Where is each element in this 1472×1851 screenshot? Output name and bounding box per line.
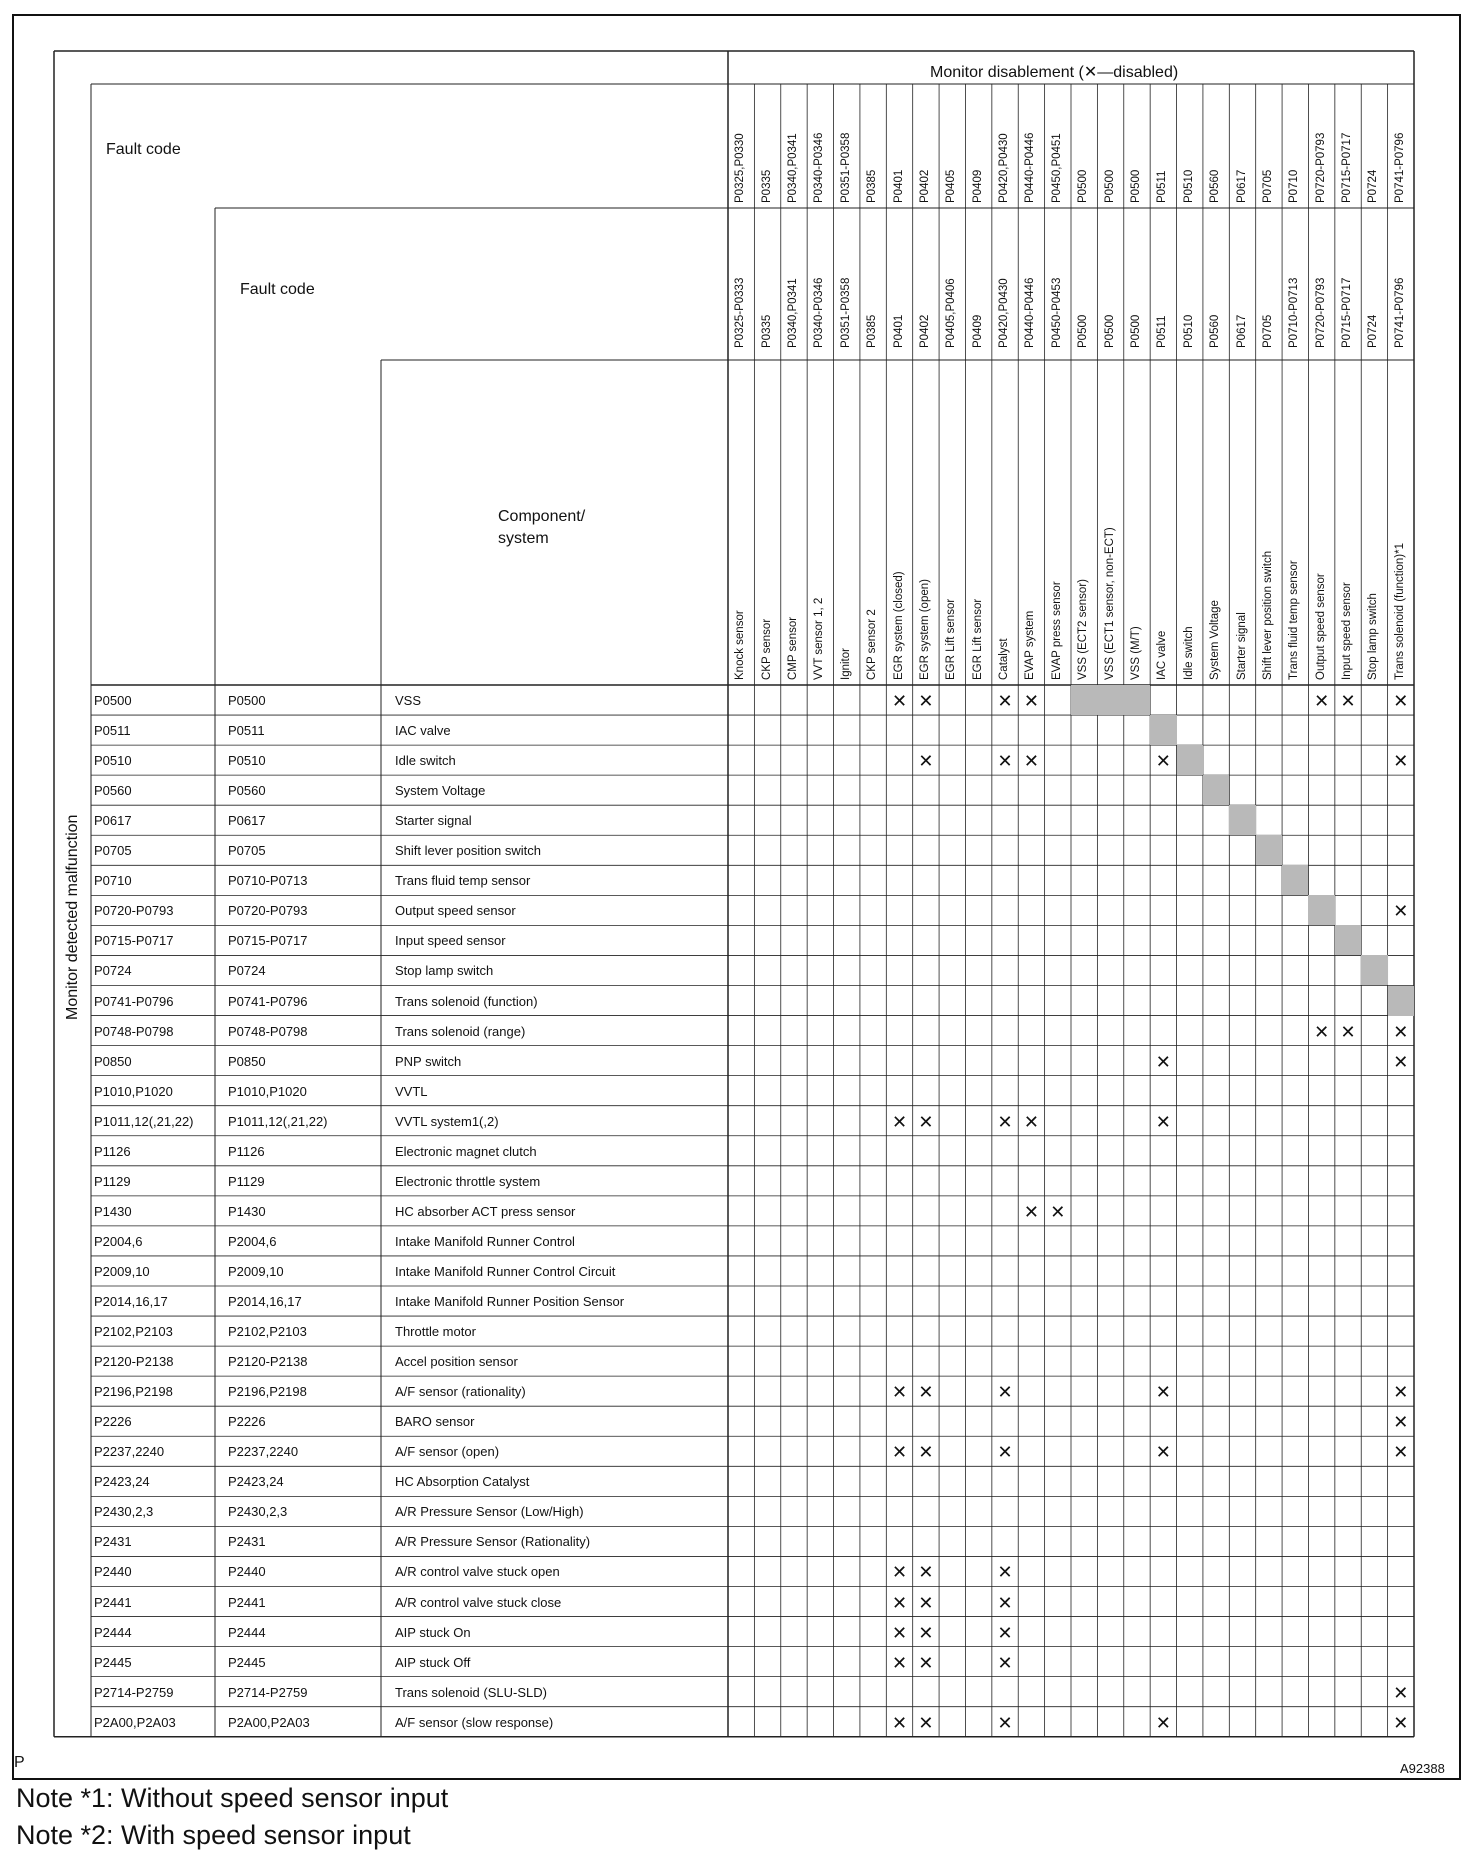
column-code: P0510: [1182, 314, 1195, 348]
disabled-mark: ✕: [1393, 901, 1409, 923]
column-name: VSS (ECT2 sensor): [1077, 579, 1090, 680]
row-code-detail: P1010,P1020: [228, 1083, 307, 1099]
disabled-mark: ✕: [997, 1622, 1013, 1644]
row-code: P2196,P2198: [94, 1384, 173, 1400]
disabled-mark: ✕: [918, 691, 934, 713]
column-code: P0511: [1156, 315, 1169, 348]
column-code: P0617: [1235, 314, 1248, 348]
disabled-mark: ✕: [1393, 1382, 1409, 1404]
row-component: HC Absorption Catalyst: [395, 1474, 530, 1490]
row-code: P2440: [94, 1564, 132, 1580]
column-code: P0420,P0430: [998, 278, 1011, 348]
disabled-mark: ✕: [1393, 1442, 1409, 1464]
column-name: VSS (ECT1 sensor, non-ECT): [1103, 527, 1116, 680]
disabled-mark: ✕: [1155, 1111, 1171, 1133]
column-name: Knock sensor: [734, 610, 747, 680]
disabled-mark: ✕: [918, 751, 934, 773]
row-component: Trans solenoid (function): [395, 993, 538, 1009]
row-component: A/R Pressure Sensor (Low/High): [395, 1504, 584, 1520]
disabled-mark: ✕: [918, 1652, 934, 1674]
row-code: P0511: [94, 723, 131, 739]
row-code: P0617: [94, 813, 132, 829]
column-code-top: P0500: [1077, 169, 1090, 203]
row-code: P2A00,P2A03: [94, 1714, 176, 1730]
disabled-mark: ✕: [918, 1592, 934, 1614]
row-code: P2444: [94, 1624, 132, 1640]
row-component: A/F sensor (slow response): [395, 1714, 554, 1730]
column-name: Ignitor: [839, 648, 852, 680]
row-code: P1129: [94, 1173, 131, 1189]
row-component: AIP stuck On: [395, 1624, 471, 1640]
row-code: P2423,24: [94, 1474, 150, 1490]
component-header: Component/: [498, 508, 586, 525]
shaded-cell: [1361, 955, 1387, 985]
disabled-mark: ✕: [891, 1652, 908, 1674]
row-code-detail: P2A00,P2A03: [228, 1714, 310, 1730]
side-label: Monitor detected malfunction: [64, 814, 81, 1020]
row-component: A/F sensor (open): [395, 1444, 500, 1460]
column-code-top: P0450,P0451: [1050, 133, 1063, 203]
disabled-mark: ✕: [997, 751, 1013, 773]
column-code: P0500: [1077, 314, 1090, 348]
column-code-top: P0351-P0358: [839, 132, 852, 203]
column-code: P0340-P0346: [813, 277, 826, 348]
disabled-mark: ✕: [997, 1111, 1013, 1133]
row-code-detail: P0617: [228, 813, 266, 829]
row-code-detail: P1430: [228, 1203, 266, 1219]
disabled-mark: ✕: [918, 1111, 934, 1133]
disabled-mark: ✕: [1393, 1712, 1409, 1734]
row-code: P1430: [94, 1203, 132, 1219]
column-name: Starter signal: [1235, 612, 1248, 680]
column-code: P0401: [892, 314, 905, 348]
column-code: P0440-P0446: [1024, 277, 1037, 348]
row-code-detail: P0715-P0717: [228, 933, 308, 949]
row-code-detail: P2237,2240: [228, 1444, 299, 1460]
row-code: P0560: [94, 783, 132, 799]
column-code: P0705: [1261, 314, 1274, 348]
column-code-top: P0385: [866, 169, 879, 203]
column-code: P0405,P0406: [945, 278, 958, 348]
row-code-detail: P2431: [228, 1534, 266, 1550]
shaded-cell: [1071, 685, 1097, 715]
disabled-mark: ✕: [1393, 1051, 1409, 1073]
disabled-mark: ✕: [997, 1652, 1013, 1674]
row-code-detail: P2444: [228, 1624, 266, 1640]
shaded-cell: [1282, 865, 1308, 895]
disabled-mark: ✕: [997, 1442, 1013, 1464]
column-name: CKP sensor: [760, 618, 773, 680]
disabled-mark: ✕: [891, 1562, 908, 1584]
column-code-top: P0511: [1156, 170, 1169, 203]
column-code: P0560: [1209, 314, 1222, 348]
row-code-detail: P0724: [228, 963, 266, 979]
row-code-detail: P2441: [228, 1594, 266, 1610]
column-name: System Voltage: [1209, 600, 1222, 680]
column-code-top: P0401: [892, 169, 905, 203]
shaded-cell: [1308, 895, 1334, 925]
note-1: Note *1: Without speed sensor input: [16, 1783, 449, 1813]
disabled-mark: ✕: [891, 1712, 908, 1734]
row-code: P0724: [94, 963, 132, 979]
note-2: Note *2: With speed sensor input: [16, 1820, 411, 1850]
row-code-detail: P0510: [228, 753, 266, 769]
row-code: P2441: [94, 1594, 132, 1610]
shaded-cell: [1335, 925, 1361, 955]
column-code-top: P0500: [1129, 169, 1142, 203]
disabled-mark: ✕: [891, 1111, 908, 1133]
row-code-detail: P2120-P2138: [228, 1354, 308, 1370]
shaded-cell: [1229, 805, 1255, 835]
row-code-detail: P2440: [228, 1564, 266, 1580]
disabled-mark: ✕: [891, 691, 908, 713]
row-component: A/R Pressure Sensor (Rationality): [395, 1534, 591, 1550]
column-name: Output speed sensor: [1314, 573, 1327, 680]
disabled-mark: ✕: [1023, 1111, 1039, 1133]
row-code: P1011,12(,21,22): [94, 1113, 194, 1129]
disabled-mark: ✕: [891, 1382, 908, 1404]
disabled-mark: ✕: [1023, 751, 1039, 773]
column-code-top: P0710: [1288, 169, 1301, 203]
row-code-detail: P2714-P2759: [228, 1684, 308, 1700]
row-code-detail: P2004,6: [228, 1233, 277, 1249]
system-header: system: [498, 530, 549, 547]
column-name: Shift lever position switch: [1261, 550, 1274, 680]
column-name: IAC valve: [1156, 630, 1169, 680]
column-code-top: P0402: [918, 169, 931, 203]
column-code-top: P0510: [1182, 169, 1195, 203]
row-code: P0705: [94, 843, 132, 859]
row-component: BARO sensor: [395, 1414, 475, 1430]
disabled-mark: ✕: [1050, 1201, 1066, 1223]
disabled-mark: ✕: [1155, 751, 1171, 773]
column-code: P0500: [1103, 314, 1116, 348]
disabled-mark: ✕: [1393, 1682, 1409, 1704]
column-code: P0325-P0333: [734, 277, 747, 348]
row-code-detail: P1126: [228, 1143, 265, 1159]
row-code: P0715-P0717: [94, 933, 174, 949]
column-code-top: P0409: [971, 169, 984, 203]
row-code-detail: P1129: [228, 1173, 265, 1189]
column-code-top: P0724: [1367, 169, 1380, 203]
disabled-mark: ✕: [1393, 691, 1409, 713]
row-code-detail: P2430,2,3: [228, 1504, 288, 1520]
row-component: VVTL system1(,2): [395, 1113, 499, 1129]
row-code: P1010,P1020: [94, 1083, 173, 1099]
column-name: VSS (M/T): [1129, 626, 1142, 680]
column-code: P0402: [918, 314, 931, 348]
row-code: P0850: [94, 1053, 132, 1069]
corner-letter: P: [14, 1754, 25, 1771]
disabled-mark: ✕: [1155, 1382, 1171, 1404]
column-code-top: P0500: [1103, 169, 1116, 203]
disabled-mark: ✕: [918, 1442, 934, 1464]
column-code: P0724: [1367, 314, 1380, 348]
column-name: Input speed sensor: [1341, 582, 1354, 680]
row-component: Output speed sensor: [395, 903, 516, 919]
column-name: EVAP system: [1024, 610, 1037, 680]
row-code-detail: P0850: [228, 1053, 266, 1069]
column-code: P0385: [866, 314, 879, 348]
row-code: P2120-P2138: [94, 1354, 174, 1370]
column-code-top: P0720-P0793: [1314, 132, 1327, 203]
disabled-mark: ✕: [997, 1592, 1013, 1614]
row-component: Shift lever position switch: [395, 843, 541, 859]
row-code: P0500: [94, 693, 132, 708]
row-component: HC absorber ACT press sensor: [395, 1203, 576, 1219]
row-code-detail: P0511: [228, 723, 265, 739]
row-code: P2009,10: [94, 1263, 150, 1279]
row-code-detail: P2226: [228, 1414, 266, 1430]
disabled-mark: ✕: [918, 1712, 934, 1734]
row-component: Idle switch: [395, 753, 456, 769]
disabled-mark: ✕: [1340, 691, 1356, 713]
disabled-mark: ✕: [1314, 691, 1330, 713]
row-component: Throttle motor: [395, 1324, 476, 1340]
column-name: Catalyst: [998, 638, 1011, 680]
row-component: PNP switch: [395, 1053, 462, 1069]
row-code: P2226: [94, 1414, 132, 1430]
row-component: IAC valve: [395, 723, 451, 739]
row-code-detail: P0741-P0796: [228, 993, 308, 1009]
row-component: VSS: [395, 693, 422, 708]
column-code-top: P0715-P0717: [1341, 132, 1354, 203]
row-component: Trans solenoid (SLU-SLD): [395, 1684, 547, 1700]
row-component: AIP stuck Off: [395, 1654, 471, 1670]
shaded-cell: [1388, 986, 1414, 1016]
row-component: Stop lamp switch: [395, 963, 494, 979]
shaded-cell: [1177, 745, 1203, 775]
disabled-mark: ✕: [891, 1592, 908, 1614]
column-code: P0340,P0341: [786, 278, 799, 348]
column-code-top: P0340-P0346: [813, 132, 826, 203]
disabled-mark: ✕: [997, 1712, 1013, 1734]
row-component: A/R control valve stuck open: [395, 1564, 560, 1580]
disabled-mark: ✕: [997, 691, 1013, 713]
column-code: P0409: [971, 314, 984, 348]
column-code: P0500: [1129, 314, 1142, 348]
row-code: P2102,P2103: [94, 1324, 173, 1340]
row-component: Electronic magnet clutch: [395, 1143, 537, 1159]
column-name: EGR system (closed): [892, 571, 905, 680]
disabled-mark: ✕: [1314, 1021, 1330, 1043]
row-code-detail: P0720-P0793: [228, 903, 308, 919]
row-code: P2714-P2759: [94, 1684, 174, 1700]
row-code-detail: P2009,10: [228, 1263, 284, 1279]
disabled-mark: ✕: [1393, 1412, 1409, 1434]
row-code-detail: P0500: [228, 693, 266, 708]
column-name: EGR Lift sensor: [945, 598, 958, 680]
disabled-mark: ✕: [1155, 1051, 1171, 1073]
disabled-mark: ✕: [918, 1562, 934, 1584]
column-code-top: P0617: [1235, 169, 1248, 203]
disabled-mark: ✕: [1155, 1712, 1171, 1734]
column-name: Trans fluid temp sensor: [1288, 560, 1301, 680]
row-component: Intake Manifold Runner Control Circuit: [395, 1263, 616, 1279]
column-code-top: P0741-P0796: [1393, 132, 1406, 203]
disabled-mark: ✕: [1155, 1442, 1171, 1464]
column-name: EVAP press sensor: [1050, 581, 1063, 680]
disabled-mark: ✕: [918, 1622, 934, 1644]
row-code-detail: P0560: [228, 783, 266, 799]
disabled-mark: ✕: [891, 1442, 908, 1464]
column-name: Idle switch: [1182, 626, 1195, 680]
column-name: CMP sensor: [786, 616, 799, 680]
shaded-cell: [1097, 685, 1123, 715]
row-code: P2014,16,17: [94, 1294, 168, 1309]
row-code-detail: P2102,P2103: [228, 1324, 307, 1340]
column-name: CKP sensor 2: [866, 609, 879, 680]
row-code-detail: P1011,12(,21,22): [228, 1113, 328, 1129]
row-code: P0741-P0796: [94, 993, 174, 1009]
column-code-top: P0560: [1209, 169, 1222, 203]
row-code-detail: P0710-P0713: [228, 873, 308, 889]
row-component: Trans solenoid (range): [395, 1023, 526, 1039]
row-code-detail: P2423,24: [228, 1474, 284, 1490]
column-name: Stop lamp switch: [1367, 593, 1380, 680]
row-component: Input speed sensor: [395, 933, 506, 949]
row-code: P2237,2240: [94, 1444, 165, 1460]
row-component: Starter signal: [395, 813, 472, 829]
column-code: P0710-P0713: [1288, 277, 1301, 348]
row-code-detail: P2014,16,17: [228, 1294, 302, 1309]
row-component: Intake Manifold Runner Control: [395, 1233, 575, 1249]
column-code-top: P0325,P0330: [734, 133, 747, 203]
figure-id: A92388: [1400, 1761, 1445, 1776]
row-code-detail: P0748-P0798: [228, 1023, 308, 1039]
column-code-top: P0440-P0446: [1024, 132, 1037, 203]
disabled-mark: ✕: [997, 1562, 1013, 1584]
row-code: P2430,2,3: [94, 1504, 154, 1520]
disabled-mark: ✕: [918, 1382, 934, 1404]
table-title: Monitor disablement (✕—disabled): [930, 64, 1179, 81]
shaded-cell: [1150, 715, 1176, 745]
column-code: P0741-P0796: [1393, 277, 1406, 348]
shaded-cell: [1124, 685, 1150, 715]
column-code: P0720-P0793: [1314, 277, 1327, 348]
disabled-mark: ✕: [1393, 751, 1409, 773]
row-code: P0710: [94, 873, 132, 889]
column-code-top: P0705: [1261, 169, 1274, 203]
disabled-mark: ✕: [1023, 691, 1039, 713]
row-component: VVTL: [395, 1083, 428, 1099]
shaded-cell: [1256, 835, 1282, 865]
row-code: P0720-P0793: [94, 903, 174, 919]
row-code: P2445: [94, 1654, 132, 1670]
column-code: P0335: [760, 314, 773, 348]
row-code: P2004,6: [94, 1233, 143, 1249]
row-component: Intake Manifold Runner Position Sensor: [395, 1294, 625, 1309]
row-code: P0748-P0798: [94, 1023, 174, 1039]
disabled-mark: ✕: [891, 1622, 908, 1644]
column-code-top: P0340,P0341: [786, 133, 799, 203]
fault-code-subheader: Fault code: [240, 281, 315, 298]
row-code-detail: P2196,P2198: [228, 1384, 307, 1400]
row-component: A/F sensor (rationality): [395, 1384, 526, 1400]
row-code-detail: P0705: [228, 843, 266, 859]
column-code: P0351-P0358: [839, 277, 852, 348]
row-code: P1126: [94, 1143, 131, 1159]
row-component: A/R control valve stuck close: [395, 1594, 562, 1610]
disabled-mark: ✕: [1023, 1201, 1039, 1223]
column-code: P0450-P0453: [1050, 277, 1063, 348]
column-name: EGR system (open): [918, 579, 931, 680]
row-component: Accel position sensor: [395, 1354, 518, 1370]
row-component: Trans fluid temp sensor: [395, 873, 531, 889]
column-code-top: P0405: [945, 169, 958, 203]
column-name: VVT sensor 1, 2: [813, 597, 826, 680]
row-component: System Voltage: [395, 783, 486, 799]
shaded-cell: [1203, 775, 1229, 805]
column-code: P0715-P0717: [1341, 277, 1354, 348]
column-code-top: P0420,P0430: [998, 133, 1011, 203]
row-code: P2431: [94, 1534, 132, 1550]
row-code: P0510: [94, 753, 132, 769]
row-code-detail: P2445: [228, 1654, 266, 1670]
column-name: EGR Lift sensor: [971, 598, 984, 680]
column-name: Trans solenoid (function)*1: [1393, 542, 1406, 680]
disabled-mark: ✕: [1393, 1021, 1409, 1043]
column-code-top: P0335: [760, 169, 773, 203]
fault-code-header: Fault code: [106, 141, 181, 158]
row-component: Electronic throttle system: [395, 1173, 541, 1189]
disabled-mark: ✕: [1340, 1021, 1356, 1043]
disabled-mark: ✕: [997, 1382, 1013, 1404]
